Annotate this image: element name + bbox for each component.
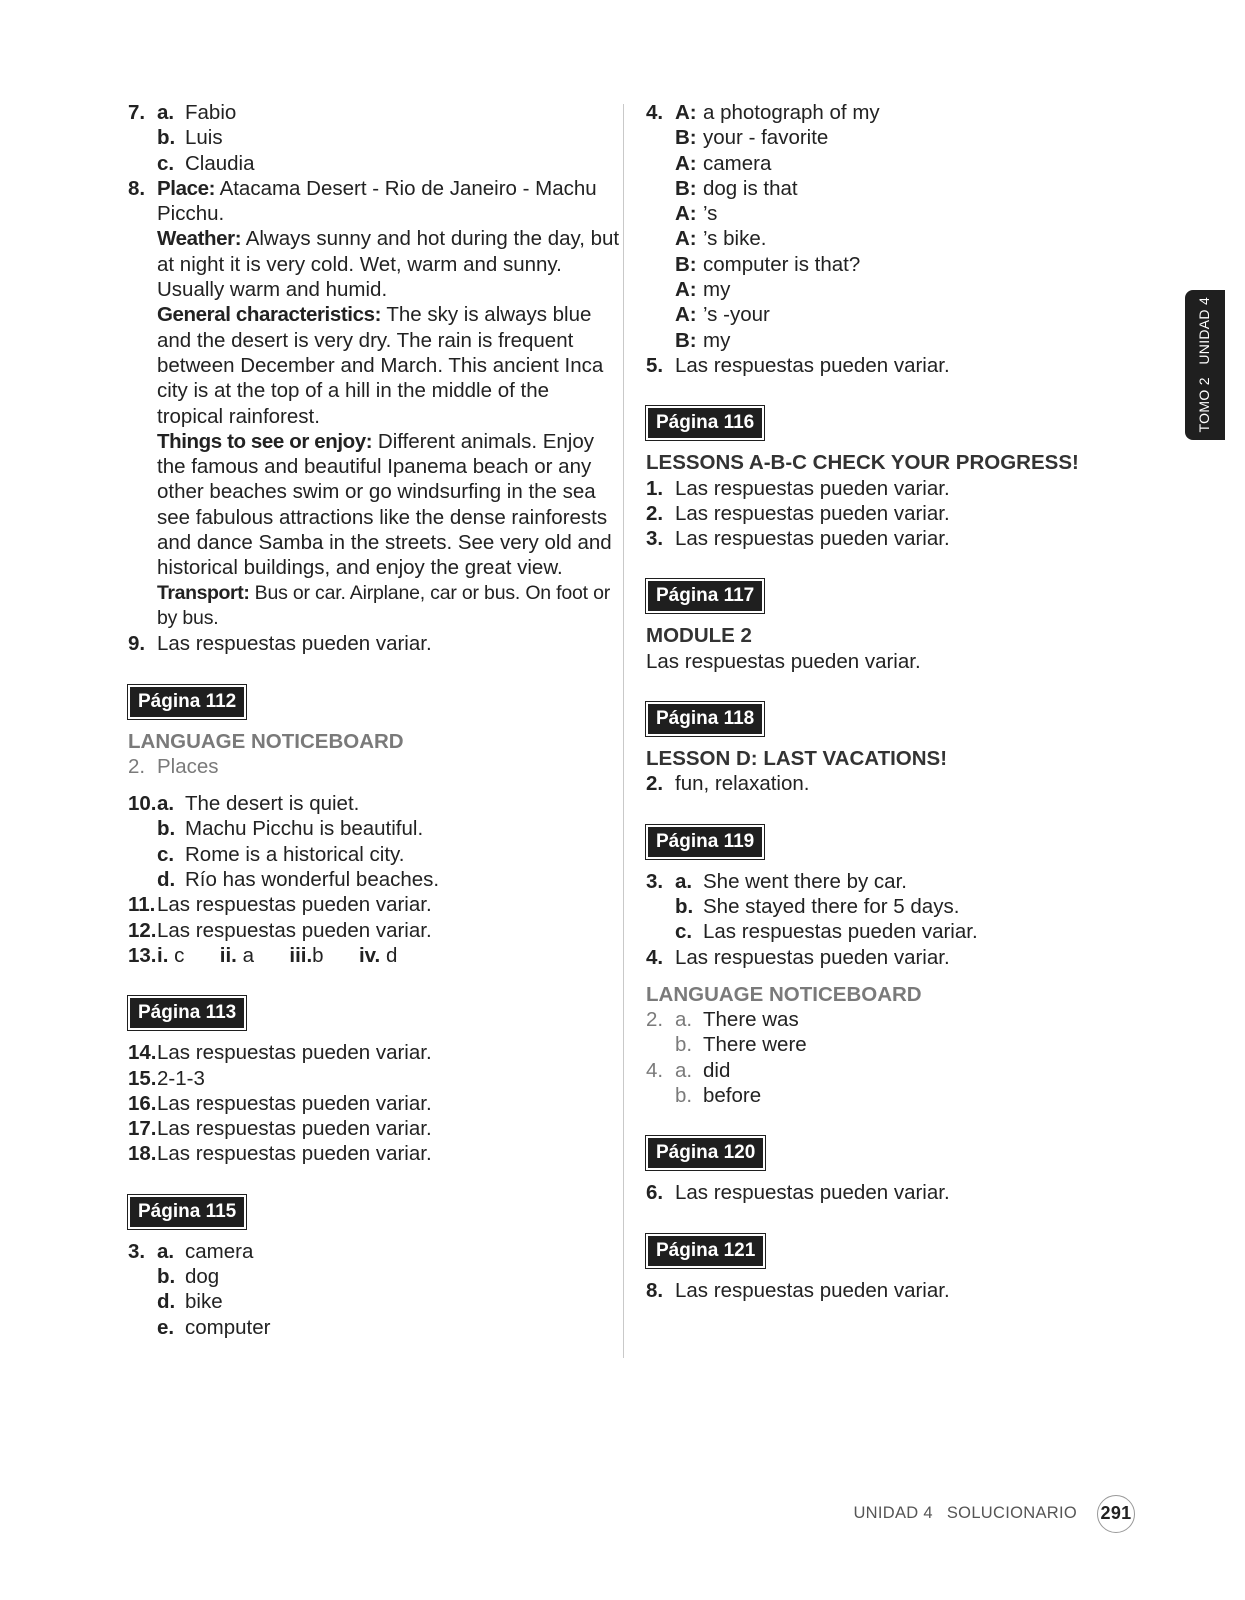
answer-16 xyxy=(128,1091,620,1116)
place-label: Place: xyxy=(157,176,215,200)
item-text: There was xyxy=(703,1008,799,1032)
answer-text: Luis xyxy=(185,126,223,150)
dialogue-line xyxy=(646,328,1126,353)
place-text: Atacama Desert - Rio de Janeiro - Machu Picchu. xyxy=(157,176,597,226)
answer-text: Fabio xyxy=(185,101,237,124)
section-heading: MODULE 2 xyxy=(646,624,752,648)
answer-15 xyxy=(128,1066,620,1091)
option-letter: e. xyxy=(157,1315,175,1339)
option-letter: c. xyxy=(157,842,175,866)
question-number: 12. xyxy=(128,918,157,942)
speaker-label: A: xyxy=(675,202,697,226)
answer-7a xyxy=(128,100,620,125)
things-label: Things to see or enjoy: xyxy=(157,429,373,453)
answer-7b xyxy=(128,125,620,150)
option-letter: a. xyxy=(157,1239,175,1263)
answer-11 xyxy=(128,892,620,917)
option-iv-label: iv. xyxy=(358,943,381,967)
option-ii-label: ii. xyxy=(219,943,237,967)
option-letter: d. xyxy=(157,868,176,892)
speaker-label: B: xyxy=(675,176,697,200)
answer-18 xyxy=(128,1141,620,1166)
option-letter: c. xyxy=(157,151,175,175)
answer-13 xyxy=(128,943,620,968)
page-badge-119: Página 119 xyxy=(648,827,762,857)
answer-text: Las respuestas pueden variar. xyxy=(157,918,432,942)
question-number: 1. xyxy=(646,476,664,500)
speaker-label: A: xyxy=(675,151,697,175)
answer-text: Las respuestas pueden variar. xyxy=(703,920,978,944)
answer-text: She stayed there for 5 days. xyxy=(703,894,960,918)
answer-3 xyxy=(646,526,1126,551)
option-letter: a. xyxy=(157,792,175,816)
answer-12 xyxy=(128,918,620,943)
answer-text: 2-1-3 xyxy=(157,1066,205,1090)
dialogue-line xyxy=(646,125,1126,150)
left-column xyxy=(128,100,620,1340)
question-number: 3. xyxy=(128,1239,146,1263)
dialogue-text: camera xyxy=(703,151,772,175)
answer-text: Las respuestas pueden variar. xyxy=(157,893,432,917)
option-letter: b. xyxy=(157,817,176,841)
right-column xyxy=(646,100,1126,1303)
footer-unit: UNIDAD 4 xyxy=(853,1504,933,1523)
item-number: 4. xyxy=(646,1058,664,1082)
option-letter: b. xyxy=(675,1033,693,1057)
noticeboard-item-2a xyxy=(646,1007,1126,1032)
question-number: 15. xyxy=(128,1066,157,1090)
answer-text: dog xyxy=(185,1264,220,1288)
answer-text: Las respuestas pueden variar. xyxy=(675,1181,950,1205)
item-text: before xyxy=(703,1084,762,1108)
question-number: 5. xyxy=(646,353,664,377)
speaker-label: A: xyxy=(675,303,697,327)
page-badge-113: Página 113 xyxy=(130,998,244,1028)
page-badge-120: Página 120 xyxy=(648,1138,763,1168)
transport-label: Transport: xyxy=(157,581,250,604)
question-number: 16. xyxy=(128,1091,157,1115)
page-badge-112: Página 112 xyxy=(130,687,244,717)
side-tab-label: TOMO 2 UNIDAD 4 xyxy=(1196,297,1213,433)
page-footer xyxy=(853,1495,1135,1533)
answer-3a xyxy=(646,869,1126,894)
question-number: 4. xyxy=(646,101,664,124)
answer-text: Las respuestas pueden variar. xyxy=(675,1278,950,1302)
dialogue-text: a photograph of my xyxy=(703,101,880,124)
dialogue-line xyxy=(646,100,1126,125)
option-letter: a. xyxy=(675,869,693,893)
dialogue-line xyxy=(646,151,1126,176)
question-number: 7. xyxy=(128,101,146,124)
answer-text: Las respuestas pueden variar. xyxy=(675,476,950,500)
answer-9 xyxy=(128,631,620,656)
speaker-label: A: xyxy=(675,101,697,124)
speaker-label: B: xyxy=(675,126,697,150)
answer-10a xyxy=(128,791,620,816)
dialogue-line xyxy=(646,201,1126,226)
option-letter: a. xyxy=(675,1008,693,1032)
answer-10d xyxy=(128,867,620,892)
question-number: 4. xyxy=(646,945,664,969)
dialogue-line xyxy=(646,176,1126,201)
answer-3b xyxy=(128,1264,620,1289)
item-text: There were xyxy=(703,1033,807,1057)
dialogue-text: computer is that? xyxy=(703,252,861,276)
speaker-label: B: xyxy=(675,328,697,352)
weather-label: Weather: xyxy=(157,227,242,251)
language-noticeboard-heading: LANGUAGE NOTICEBOARD xyxy=(646,982,922,1006)
answer-5 xyxy=(646,353,1126,378)
option-letter: a. xyxy=(157,101,175,124)
dialogue-text: my xyxy=(703,278,731,302)
item-number: 2. xyxy=(128,754,146,778)
answer-text: Las respuestas pueden variar. xyxy=(157,1091,432,1115)
answer-3d xyxy=(128,1289,620,1314)
dialogue-text: dog is that xyxy=(703,176,798,200)
option-iii-label: iii. xyxy=(289,943,313,967)
noticeboard-item-4b xyxy=(646,1083,1126,1108)
answer-4 xyxy=(646,945,1126,970)
option-i-value: c xyxy=(174,943,185,967)
answer-text: Las respuestas pueden variar. xyxy=(157,1117,432,1141)
page-badge-115: Página 115 xyxy=(130,1197,244,1227)
answer-text: Las respuestas pueden variar. xyxy=(675,353,950,377)
noticeboard-item-2 xyxy=(128,754,620,779)
page-badge-118: Página 118 xyxy=(648,704,762,734)
item-number: 2. xyxy=(646,1008,664,1032)
dialogue-line xyxy=(646,277,1126,302)
noticeboard-item-4a xyxy=(646,1058,1126,1083)
dialogue-text: ’s xyxy=(703,202,718,226)
option-letter: b. xyxy=(157,126,176,150)
answer-8 xyxy=(128,176,620,631)
dialogue-text: your - favorite xyxy=(703,126,829,150)
question-number: 9. xyxy=(128,632,146,656)
language-noticeboard-heading: LANGUAGE NOTICEBOARD xyxy=(128,729,404,753)
answer-text: Las respuestas pueden variar. xyxy=(157,632,432,656)
answer-2 xyxy=(646,771,1126,796)
weather-text: Always sunny and hot during the day, but at night it is very cold. Wet, warm and sunny. Usually warm and humid. xyxy=(157,227,620,302)
option-letter: b. xyxy=(157,1264,176,1288)
transport-paragraph xyxy=(128,581,620,632)
option-ii-value: a xyxy=(242,943,254,967)
answer-text: Las respuestas pueden variar. xyxy=(675,945,950,969)
dialogue-line xyxy=(646,226,1126,251)
section-heading: LESSONS A-B-C CHECK YOUR PROGRESS! xyxy=(646,451,1079,475)
answer-3c xyxy=(646,919,1126,944)
answer-14 xyxy=(128,1040,620,1065)
page-badge-121: Página 121 xyxy=(648,1236,763,1266)
side-tab-label-wrap xyxy=(1185,290,1225,440)
answer-text: bike xyxy=(185,1290,223,1314)
dialogue-text: ’s bike. xyxy=(703,227,767,251)
speaker-label: B: xyxy=(675,252,697,276)
column-divider xyxy=(623,104,624,1358)
item-text: Places xyxy=(157,754,219,778)
things-text: Different animals. Enjoy the famous and beautiful Ipanema beach or any other beaches swim or go windsurfing in the sea see fabulous attractions like the dense rainforests and dance Samba in the streets. See very old and historical buildings, and enjoy the great view. xyxy=(157,429,612,580)
footer-section: SOLUCIONARIO xyxy=(946,1504,1077,1523)
dialogue-text: my xyxy=(703,328,731,352)
answer-1 xyxy=(646,476,1126,501)
question-number: 2. xyxy=(646,501,664,525)
question-number: 6. xyxy=(646,1181,664,1205)
answer-text: Las respuestas pueden variar. xyxy=(675,527,950,551)
question-number: 14. xyxy=(128,1041,157,1065)
page-badge-117: Página 117 xyxy=(648,581,762,611)
noticeboard-item-2b xyxy=(646,1032,1126,1057)
answer-text: fun, relaxation. xyxy=(675,772,810,796)
question-number: 13. xyxy=(128,943,157,967)
section-heading: LESSON D: LAST VACATIONS! xyxy=(646,747,948,771)
answer-17 xyxy=(128,1116,620,1141)
answer-8 xyxy=(646,1278,1126,1303)
module-answer-text: Las respuestas pueden variar. xyxy=(646,649,921,673)
answer-text: Machu Picchu is beautiful. xyxy=(185,817,424,841)
general-label: General characteristics: xyxy=(157,303,381,327)
answer-10c xyxy=(128,842,620,867)
dialogue-text: ’s -your xyxy=(703,303,770,327)
question-number: 18. xyxy=(128,1142,157,1166)
option-letter: a. xyxy=(675,1058,693,1082)
question-number: 3. xyxy=(646,869,664,893)
option-letter: d. xyxy=(157,1290,176,1314)
answer-text: Las respuestas pueden variar. xyxy=(157,1041,432,1065)
question-number: 3. xyxy=(646,527,664,551)
answer-text: Las respuestas pueden variar. xyxy=(157,1142,432,1166)
place-paragraph xyxy=(128,176,620,227)
speaker-label: A: xyxy=(675,227,697,251)
answer-text: computer xyxy=(185,1315,271,1339)
answer-text: Río has wonderful beaches. xyxy=(185,868,440,892)
option-letter: b. xyxy=(675,1084,693,1108)
answer-text: She went there by car. xyxy=(703,869,907,893)
option-i-label: i. xyxy=(157,943,169,967)
general-paragraph xyxy=(128,302,620,428)
answer-text: Las respuestas pueden variar. xyxy=(675,501,950,525)
answer-text: camera xyxy=(185,1239,254,1263)
answer-3b xyxy=(646,894,1126,919)
dialogue-line xyxy=(646,252,1126,277)
question-number: 8. xyxy=(646,1278,664,1302)
answer-text: Rome is a historical city. xyxy=(185,842,405,866)
option-iv-value: d xyxy=(385,943,398,967)
weather-paragraph xyxy=(128,226,620,302)
answer-7c xyxy=(128,151,620,176)
general-text: The sky is always blue and the desert is very dry. The rain is frequent between December and March. This ancient Inca city is at the top of a hill in the middle of the tropical rainforest. xyxy=(157,303,604,428)
answer-3a xyxy=(128,1239,620,1264)
page-number: 291 xyxy=(1097,1495,1135,1533)
answer-text: Claudia xyxy=(185,151,255,175)
question-number: 11. xyxy=(128,893,156,917)
question-number: 2. xyxy=(646,772,664,796)
transport-text: Bus or car. Airplane, car or bus. On foot or by bus. xyxy=(157,581,611,629)
answer-3e xyxy=(128,1315,620,1340)
answer-10b xyxy=(128,816,620,841)
answer-6 xyxy=(646,1180,1126,1205)
answer-2 xyxy=(646,501,1126,526)
answer-text: The desert is quiet. xyxy=(185,792,360,816)
option-letter: c. xyxy=(675,920,693,944)
option-iii-value: b xyxy=(312,943,324,967)
dialogue-line xyxy=(646,302,1126,327)
things-paragraph xyxy=(128,429,620,581)
speaker-label: A: xyxy=(675,278,697,302)
question-number: 8. xyxy=(128,176,146,200)
question-number: 17. xyxy=(128,1117,157,1141)
question-number: 10. xyxy=(128,792,157,816)
page-badge-116: Página 116 xyxy=(648,408,762,438)
option-letter: b. xyxy=(675,894,694,918)
answer-13-options xyxy=(157,943,620,968)
item-text: did xyxy=(703,1058,731,1082)
